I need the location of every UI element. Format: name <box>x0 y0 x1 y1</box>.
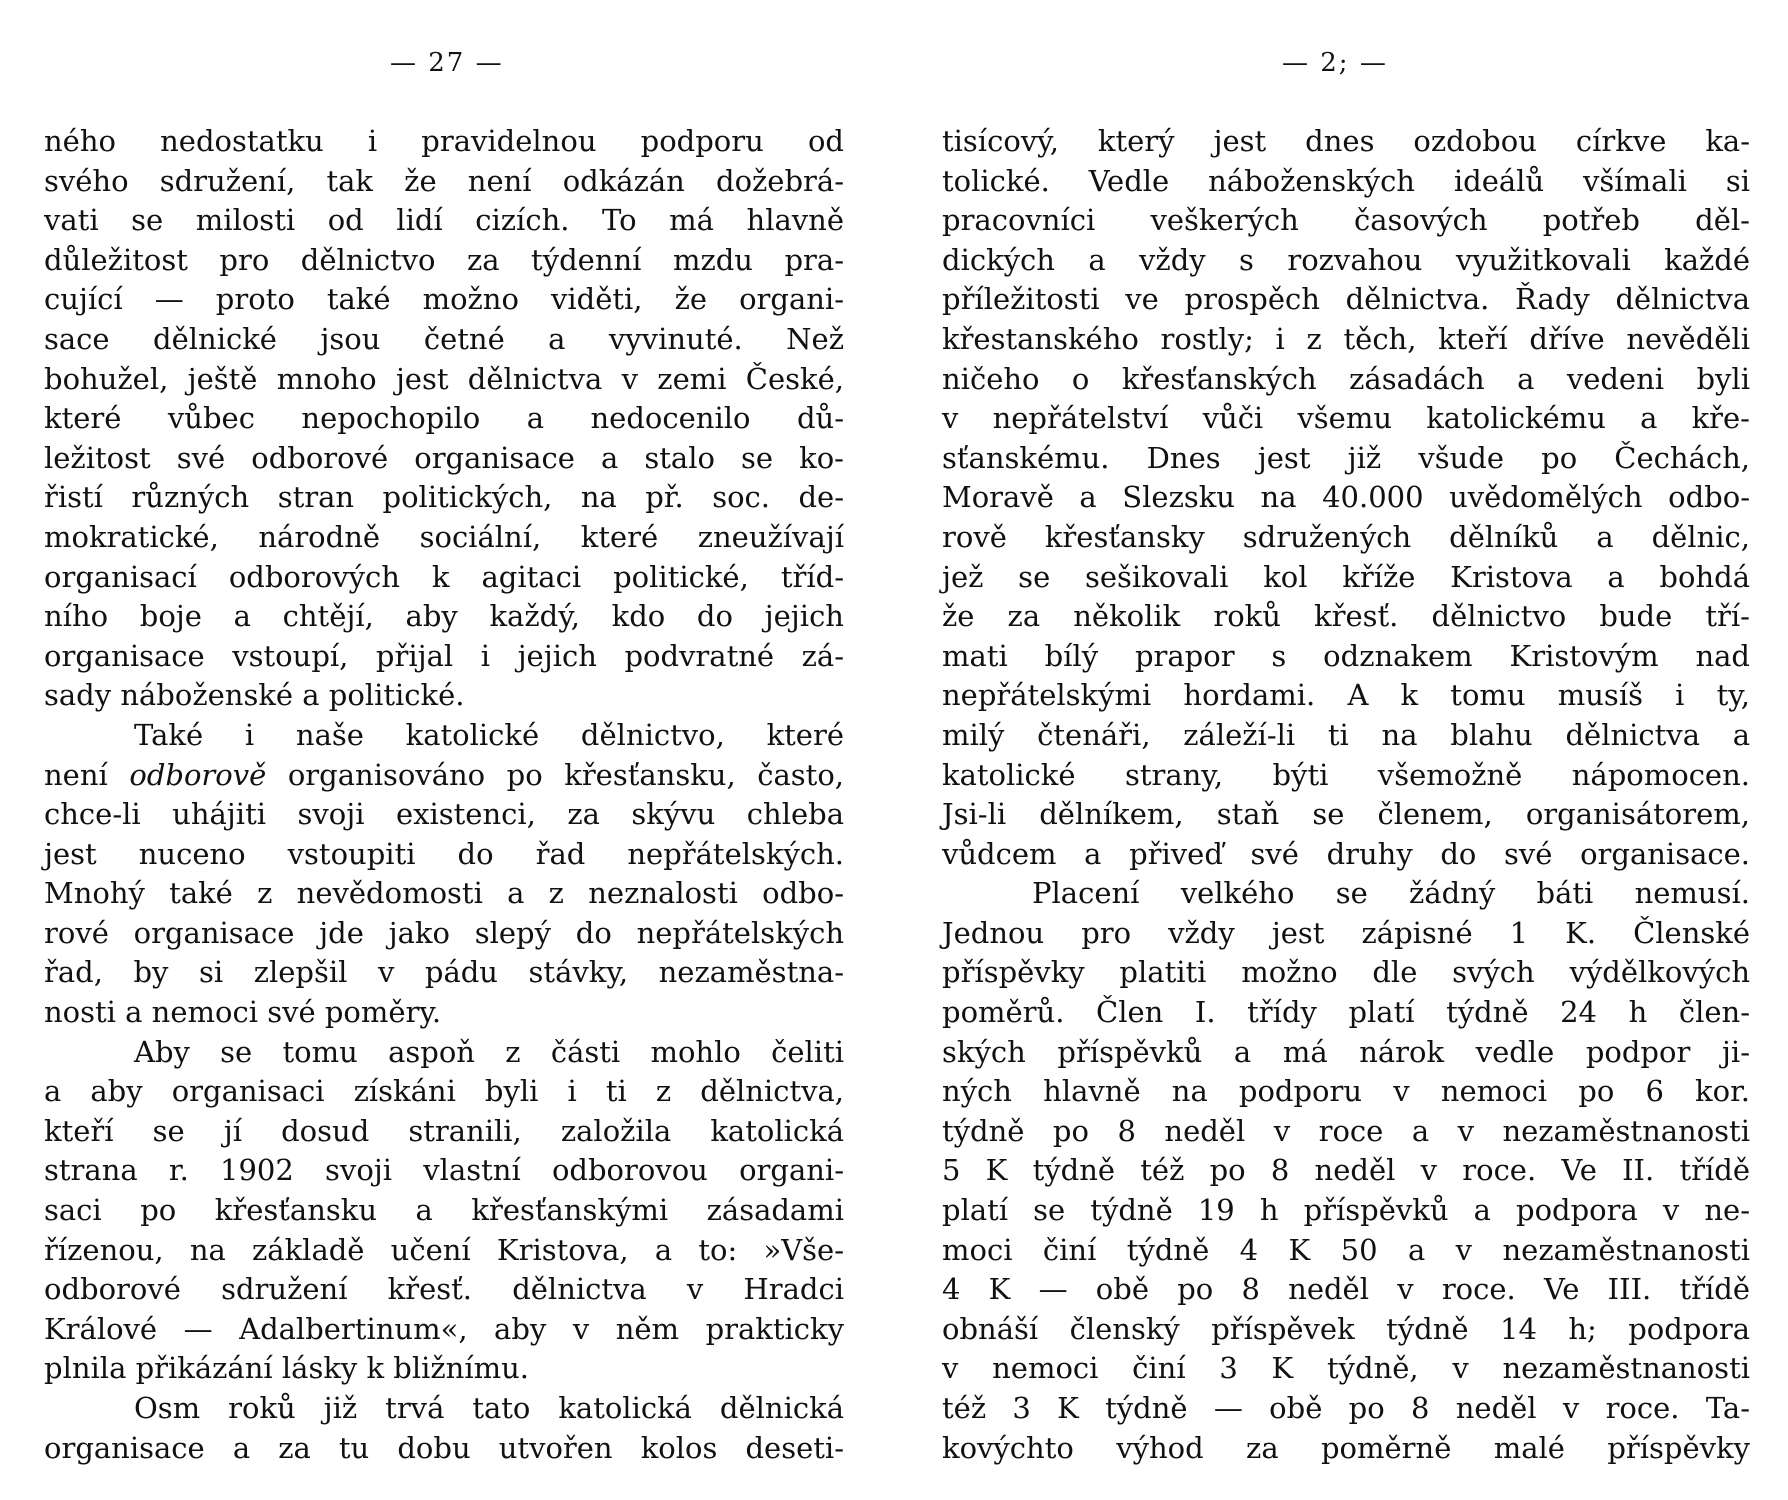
text-line: ního boje a chtějí, aby každý, kdo do jejich <box>44 599 844 634</box>
text-line: dických a vždy s rozvahou využitkovali každé <box>942 242 1750 277</box>
text-line: Jsi-li dělníkem, staň se členem, organisátorem, <box>942 797 1750 832</box>
text-line: 5 K týdně též po 8 neděl v roce. Ve II. třídě <box>942 1153 1750 1188</box>
text-segment: není <box>44 757 130 792</box>
text-line: týdně po 8 neděl v roce a v nezaměstnanosti <box>942 1113 1750 1148</box>
text-line: poměrů. Člen I. třídy platí týdně 24 h člen- <box>942 995 1750 1030</box>
text-line: svého sdružení, tak že není odkázán dožebrá- <box>44 163 844 198</box>
text-line: Králové — Adalbertinum«, aby v něm prakticky <box>44 1311 844 1346</box>
text-line: ných hlavně na podporu v nemoci po 6 kor. <box>942 1074 1750 1109</box>
text-line: kteří se jí dosud stranili, založila katolická <box>44 1113 844 1148</box>
text-line: ného nedostatku i pravidelnou podporu od <box>44 124 844 158</box>
text-line: v nepřátelství vůči všemu katolickému a kře- <box>942 401 1750 436</box>
text-line: příležitosti ve prospěch dělnictva. Řady dělnictva <box>942 282 1750 317</box>
text-line: tolické. Vedle náboženských ideálů všímali si <box>942 163 1750 198</box>
text-line: řízenou, na základě učení Kristova, a to: »Vše- <box>44 1232 844 1267</box>
text-line: moci činí týdně 4 K 50 a v nezaměstnanosti <box>942 1232 1750 1267</box>
text-line: rové organisace jde jako slepý do nepřátelských <box>44 915 844 950</box>
text-segment: organisováno po křesťansku, často, <box>266 757 845 792</box>
text-line: odborové sdružení křesť. dělnictva v Hradci <box>44 1272 844 1307</box>
text-line: pracovníci veškerých časových potřeb děl- <box>942 203 1750 238</box>
text-line: Jednou pro vždy jest zápisné 1 K. Členské <box>942 915 1750 950</box>
left-page-number: — 27 — <box>390 48 504 78</box>
text-line: ských příspěvků a má nárok vedle podpor ji- <box>942 1034 1750 1069</box>
text-line: vůdcem a přiveď své druhy do své organisace. <box>942 836 1750 871</box>
text-line: vati se milosti od lidí cizích. To má hlavně <box>44 203 844 238</box>
text-line: katolické strany, býti všemožně nápomocen. <box>942 757 1750 792</box>
text-line: Aby se tomu aspoň z části mohlo čeliti <box>134 1034 844 1069</box>
text-line: Také i naše katolické dělnictvo, které <box>134 717 844 752</box>
text-line: 4 K — obě po 8 neděl v roce. Ve III. třídě <box>942 1272 1750 1307</box>
text-line: nepřátelskými hordami. A k tomu musíš i ty, <box>942 678 1750 713</box>
text-line: řad, by si zlepšil v pádu stávky, nezaměstna- <box>44 955 844 990</box>
text-line: kovýchto výhod za poměrně malé příspěvky <box>942 1430 1750 1465</box>
right-page-text <box>942 122 1750 1468</box>
right-page-number: — 2; — <box>1282 48 1388 78</box>
text-line: organisace a za tu dobu utvořen kolos deseti- <box>44 1430 844 1465</box>
text-line: mokratické, národně sociální, které zneužívají <box>44 519 844 554</box>
text-line: důležitost pro dělnictvo za týdenní mzdu pra- <box>44 242 844 277</box>
text-line <box>44 756 844 796</box>
text-line: Placení velkého se žádný báti nemusí. <box>1032 876 1750 911</box>
text-line: sady náboženské a politické. <box>44 678 465 713</box>
text-line: Mnohý také z nevědomosti a z neznalosti odbo- <box>44 876 844 911</box>
text-line: organisace vstoupí, přijal i jejich podvratné zá- <box>44 638 844 673</box>
text-line: milý čtenáři, záleží-li ti na blahu dělnictva a <box>942 717 1750 752</box>
text-line: strana r. 1902 svoji vlastní odborovou organi- <box>44 1153 844 1188</box>
text-line: které vůbec nepochopilo a nedocenilo dů- <box>44 401 844 436</box>
text-line: Osm roků již trvá tato katolická dělnická <box>134 1391 844 1425</box>
text-line: platí se týdně 19 h příspěvků a podpora v ne- <box>942 1193 1750 1228</box>
emphasized-word: odborově <box>129 757 267 792</box>
text-line: řistí různých stran politických, na př. soc. de- <box>44 480 844 515</box>
text-line: plnila přikázání lásky k bližnímu. <box>44 1351 530 1386</box>
text-line: v nemoci činí 3 K týdně, v nezaměstnanosti <box>942 1351 1750 1386</box>
text-line: ničeho o křesťanských zásadách a vedeni byli <box>942 361 1750 396</box>
text-line: mati bílý prapor s odznakem Kristovým nad <box>942 638 1750 673</box>
text-line: též 3 K týdně — obě po 8 neděl v roce. Ta- <box>942 1391 1750 1425</box>
text-line: sace dělnické jsou četné a vyvinuté. Než <box>44 321 844 356</box>
left-page-text <box>44 122 844 1468</box>
text-line: sťanskému. Dnes jest již všude po Čechách, <box>942 440 1750 475</box>
text-line: jest nuceno vstoupiti do řad nepřátelských. <box>44 836 844 871</box>
text-line: saci po křesťansku a křesťanskými zásadami <box>44 1193 844 1228</box>
right-page <box>894 0 1788 1500</box>
text-line: nosti a nemoci své poměry. <box>44 995 442 1030</box>
text-line: a aby organisaci získáni byli i ti z dělnictva, <box>44 1074 844 1109</box>
text-line: Moravě a Slezsku na 40.000 uvědomělých odbo- <box>942 480 1750 515</box>
text-line: rově křesťansky sdružených dělníků a dělnic, <box>942 519 1750 554</box>
text-line: obnáší členský příspěvek týdně 14 h; podpora <box>942 1311 1750 1346</box>
text-line: organisací odborových k agitaci politické, tříd- <box>44 559 844 594</box>
text-line: že za několik roků křesť. dělnictvo bude tří- <box>942 599 1750 634</box>
text-line: bohužel, ještě mnoho jest dělnictva v zemi České, <box>44 361 844 396</box>
text-line: jež se sešikovali kol kříže Kristova a bohdá <box>942 559 1750 594</box>
text-line: chce-li uhájiti svoji existenci, za skývu chleba <box>44 797 844 832</box>
text-line: příspěvky platiti možno dle svých výdělkových <box>942 955 1750 990</box>
text-line: cující — proto také možno viděti, že organi- <box>44 282 844 317</box>
text-line: tisícový, který jest dnes ozdobou církve ka- <box>942 124 1750 158</box>
text-line: křestanského rostly; i z těch, kteří dříve nevěděli <box>942 321 1750 356</box>
text-line: ležitost své odborové organisace a stalo se ko- <box>44 440 844 475</box>
